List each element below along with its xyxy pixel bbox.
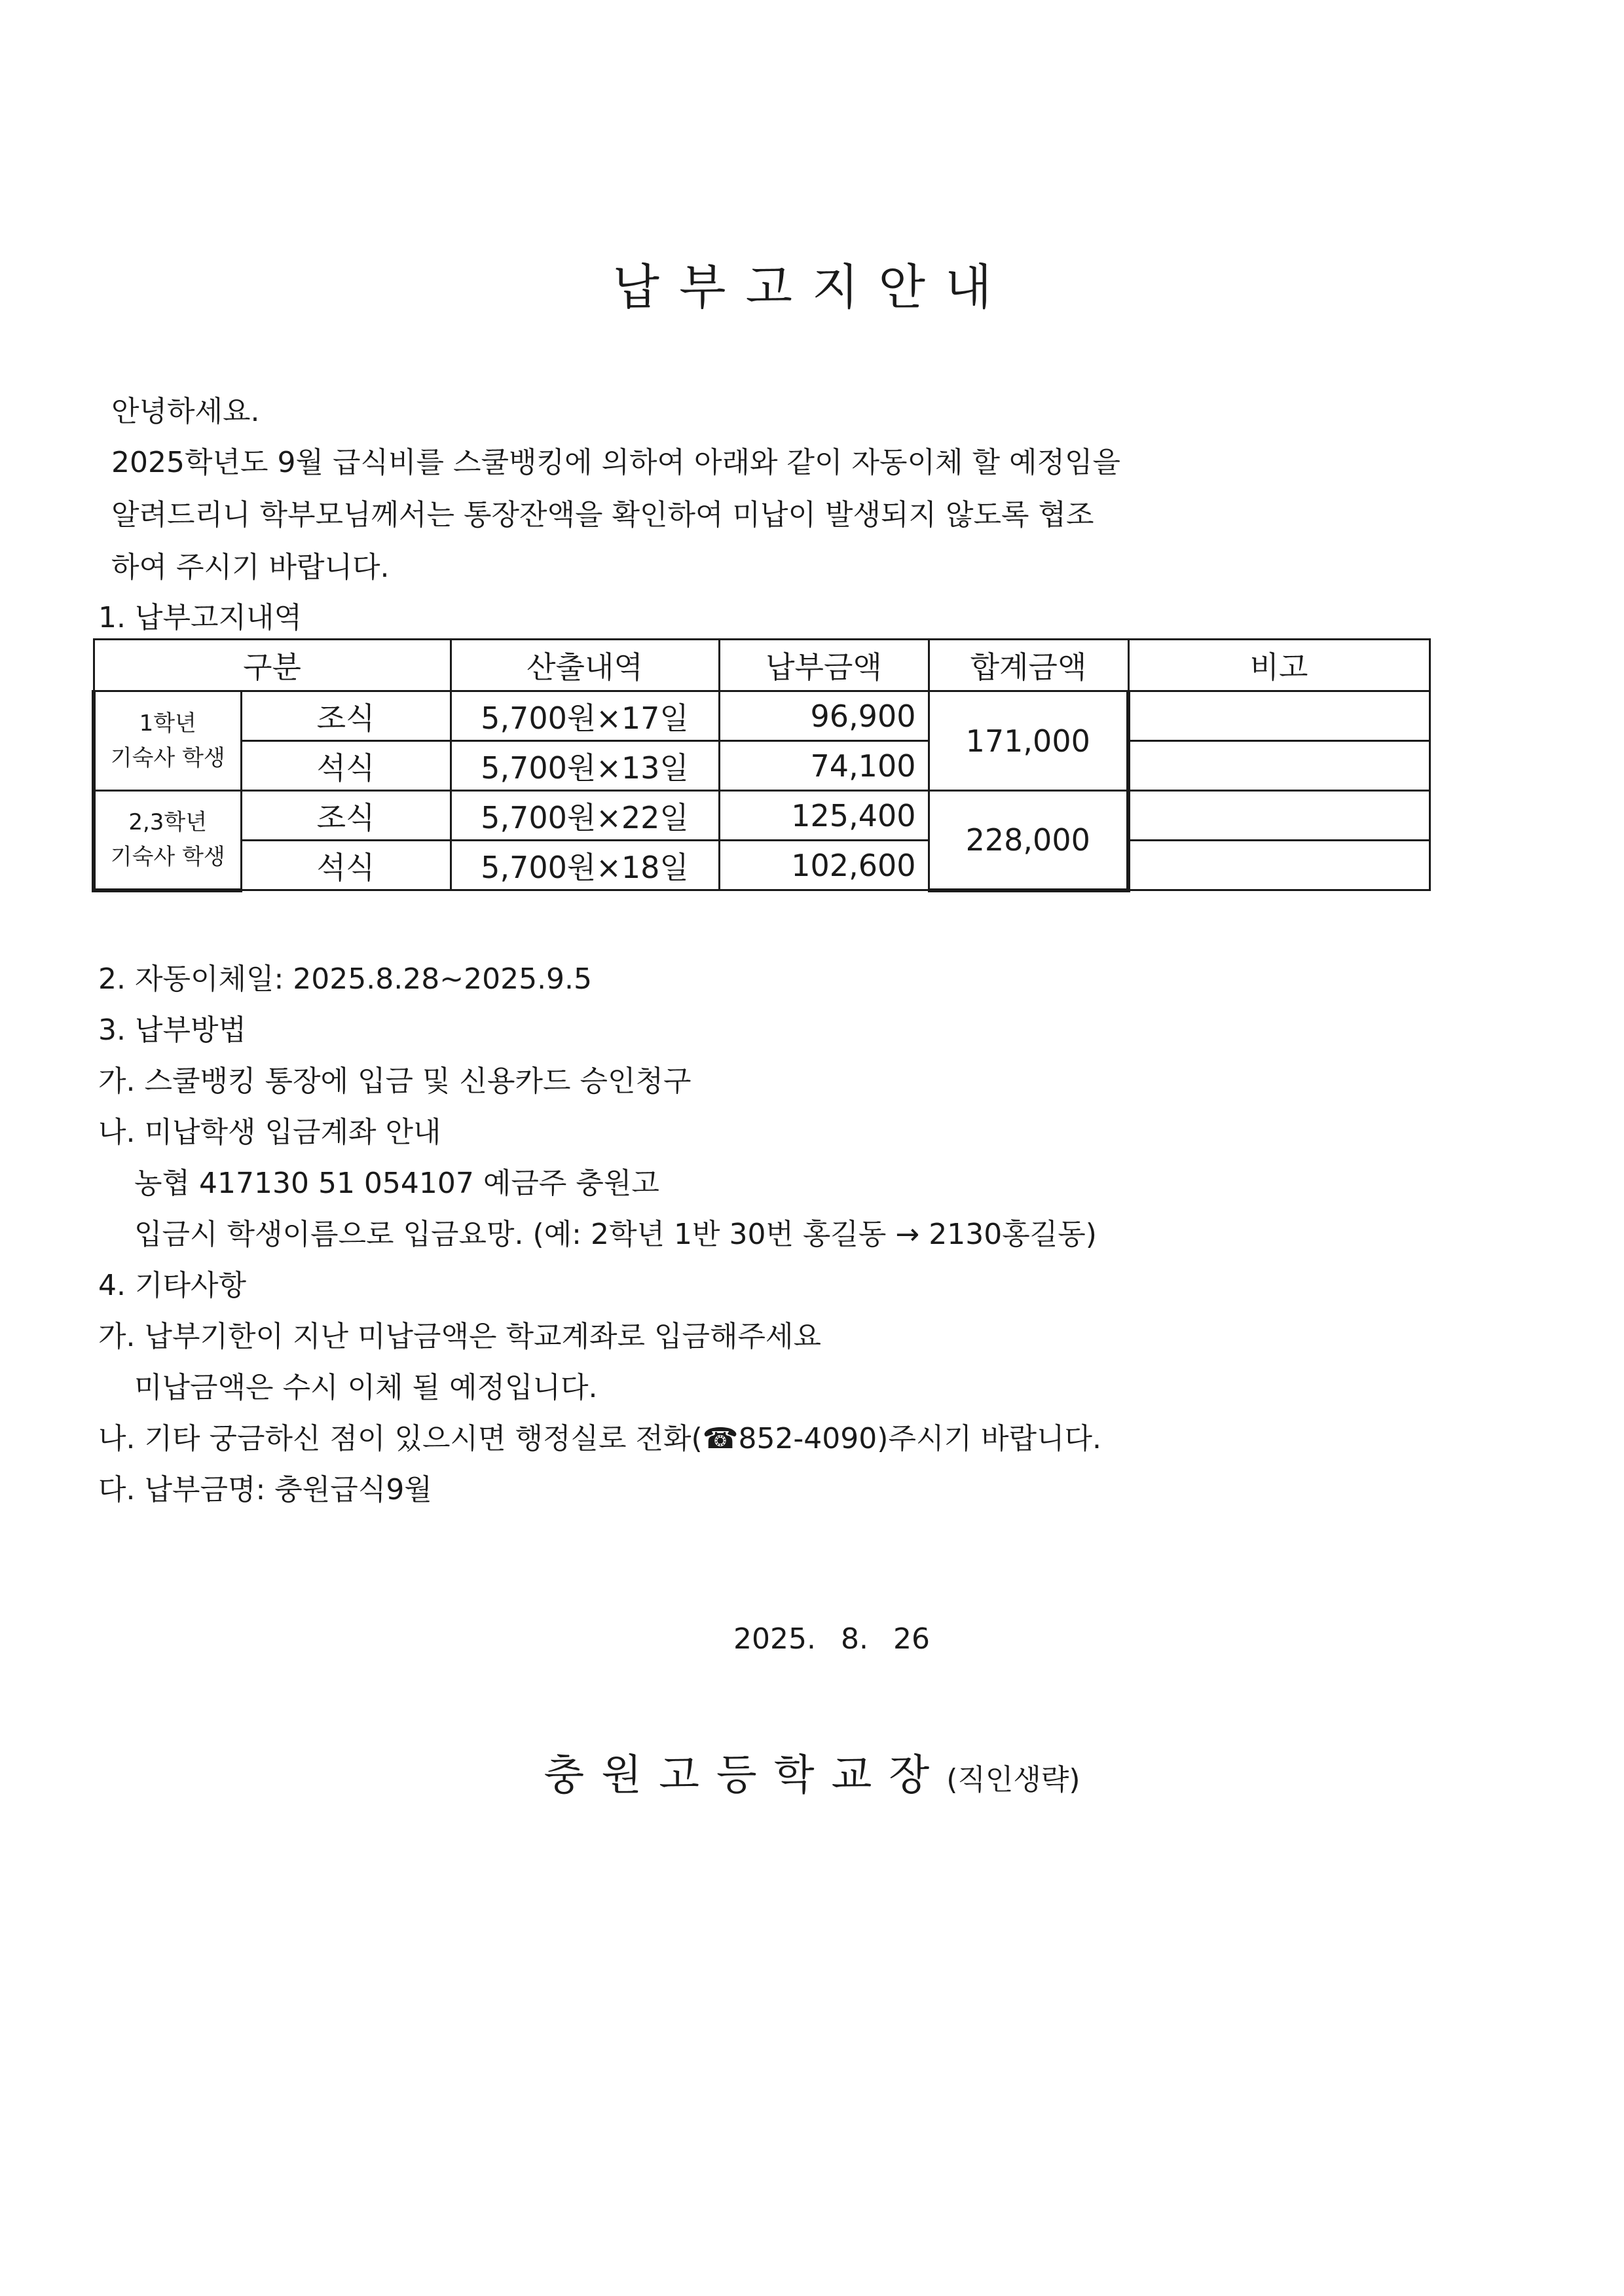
amount-cell: 74,100 [719, 741, 929, 791]
calc-cell: 5,700원×17일 [451, 691, 719, 741]
header-note: 비고 [1128, 640, 1430, 691]
section-2-auto-transfer: 2. 자동이체일: 2025.8.28~2025.9.5 [98, 962, 593, 996]
signer-block [0, 1741, 1624, 1802]
header-calculation: 산출내역 [451, 640, 719, 691]
note-cell [1128, 741, 1430, 791]
payment-table [92, 638, 1431, 892]
header-total: 합계금액 [929, 640, 1128, 691]
section-4-title: 4. 기타사항 [98, 1269, 246, 1302]
table-header-row [94, 640, 1430, 691]
amount-cell: 102,600 [719, 841, 929, 890]
calc-cell: 5,700원×22일 [451, 791, 719, 841]
seal-note: (직인생략) [946, 1763, 1080, 1796]
bank-account: 농협 417130 51 054107 예금주 충원고 [134, 1167, 659, 1200]
document-title: 납부고지안내 [612, 259, 1012, 316]
table-row [94, 691, 1430, 741]
intro-line-3: 하여 주시기 바랍니다. [111, 551, 390, 584]
meal-cell: 조식 [241, 791, 451, 841]
table-row [94, 841, 1430, 890]
meal-cell: 석식 [241, 841, 451, 890]
section-4-item-a-cont: 미납금액은 수시 이체 될 예정입니다. [134, 1371, 598, 1404]
section-4-item-a: 가. 납부기한이 지난 미납금액은 학교계좌로 입금해주세요 [98, 1320, 822, 1353]
issue-date: 2025. 8. 26 [733, 1622, 930, 1656]
section-4-item-c: 다. 납부금명: 충원급식9월 [98, 1473, 432, 1506]
table-row [94, 741, 1430, 791]
note-cell [1128, 791, 1430, 841]
note-cell [1128, 841, 1430, 890]
intro-line-2: 알려드리니 학부모님께서는 통장잔액을 확인하여 미납이 발생되지 않도록 협조 [111, 498, 1094, 532]
meal-cell: 석식 [241, 741, 451, 791]
total-cell: 171,000 [929, 691, 1128, 791]
header-amount: 납부금액 [719, 640, 929, 691]
signer-name: 충원고등학교장 [544, 1751, 947, 1800]
total-cell: 228,000 [929, 791, 1128, 890]
table-row [94, 791, 1430, 841]
section-1-title: 1. 납부고지내역 [98, 601, 302, 634]
header-category: 구분 [94, 640, 451, 691]
section-3-item-b: 나. 미납학생 입금계좌 안내 [98, 1116, 441, 1149]
amount-cell: 96,900 [719, 691, 929, 741]
calc-cell: 5,700원×13일 [451, 741, 719, 791]
section-3-title: 3. 납부방법 [98, 1013, 246, 1047]
meal-cell: 조식 [241, 691, 451, 741]
section-3-item-a: 가. 스쿨뱅킹 통장에 입금 및 신용카드 승인청구 [98, 1065, 692, 1098]
amount-cell: 125,400 [719, 791, 929, 841]
intro-line-1: 2025학년도 9월 급식비를 스쿨뱅킹에 의하여 아래와 같이 자동이체 할 예정임을 [111, 446, 1120, 479]
calc-cell: 5,700원×18일 [451, 841, 719, 890]
section-4-item-b: 나. 기타 궁금하신 점이 있으시면 행정실로 전화(☎852-4090)주시기 바랍니다. [98, 1422, 1101, 1455]
group-label-grade1: 1학년 기숙사 학생 [94, 691, 241, 791]
deposit-instruction: 입금시 학생이름으로 입금요망. (예: 2학년 1반 30번 홍길동 → 2130홍길동) [134, 1218, 1097, 1251]
note-cell [1128, 691, 1430, 741]
group-label-grade23: 2,3학년 기숙사 학생 [94, 791, 241, 890]
greeting: 안녕하세요. [111, 395, 260, 428]
